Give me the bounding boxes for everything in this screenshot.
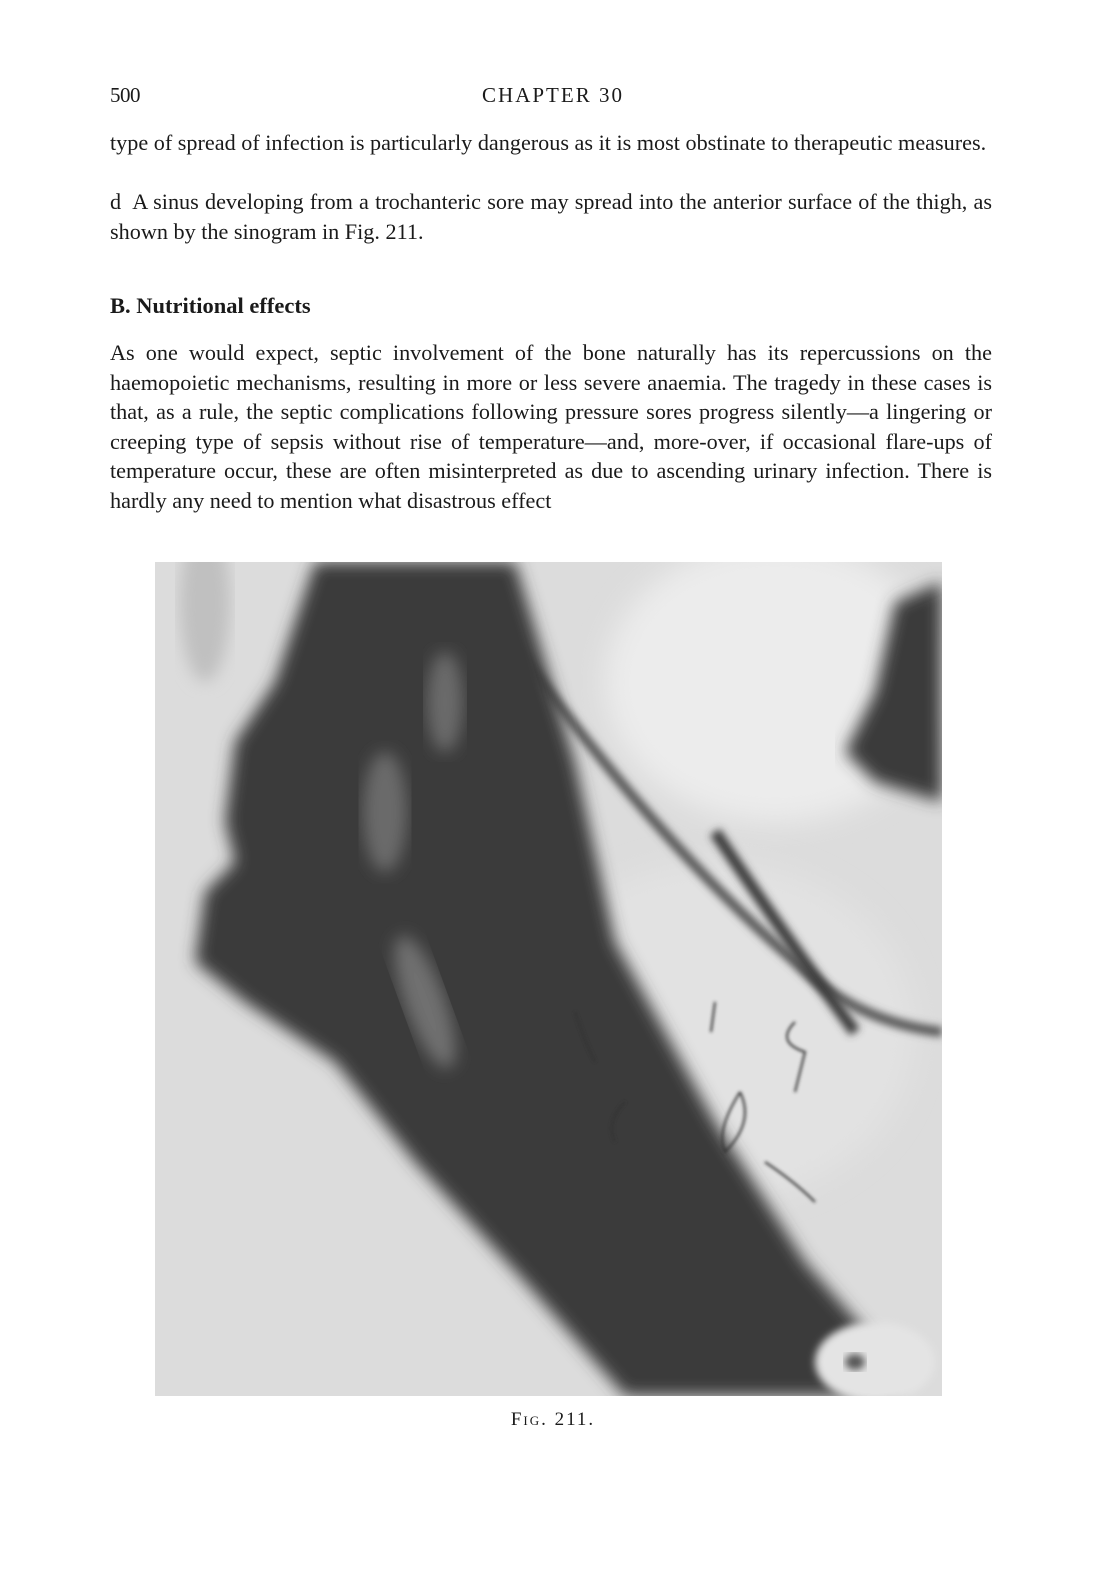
figure-xray-image [155, 562, 942, 1396]
paragraph: As one would expect, septic involvement of the bone naturally has its repercussions on the haemopoietic mechanisms, resulting in more or less severe anaemia. The tragedy in these cases is that, as a rule, the septic complications following pressure sores progress silently—a lingering or creeping type of sepsis without rise of temperature—and, more-over, if occasional flare-ups of temperature occur, these are often misinterpreted as due to ascending urinary infection. There is hardly any need to mention what disastrous effect [110, 340, 992, 513]
figure-caption: Fig. 211. [510, 1409, 596, 1430]
xray-streak [363, 752, 407, 872]
paragraph: type of spread of infection is particularly dangerous as it is most obstinate to therapeutic measures. [110, 130, 987, 155]
paragraph: d A sinus developing from a trochanteric sore may spread into the anterior surface of the thigh, as shown by the sinogram in Fig. 211. [110, 189, 992, 244]
page-number: 500 [110, 83, 140, 107]
xray-illustration [155, 562, 942, 1396]
running-head: CHAPTER 30 [482, 83, 624, 107]
section-heading: B. Nutritional effects [110, 293, 311, 318]
xray-streak [427, 652, 463, 752]
